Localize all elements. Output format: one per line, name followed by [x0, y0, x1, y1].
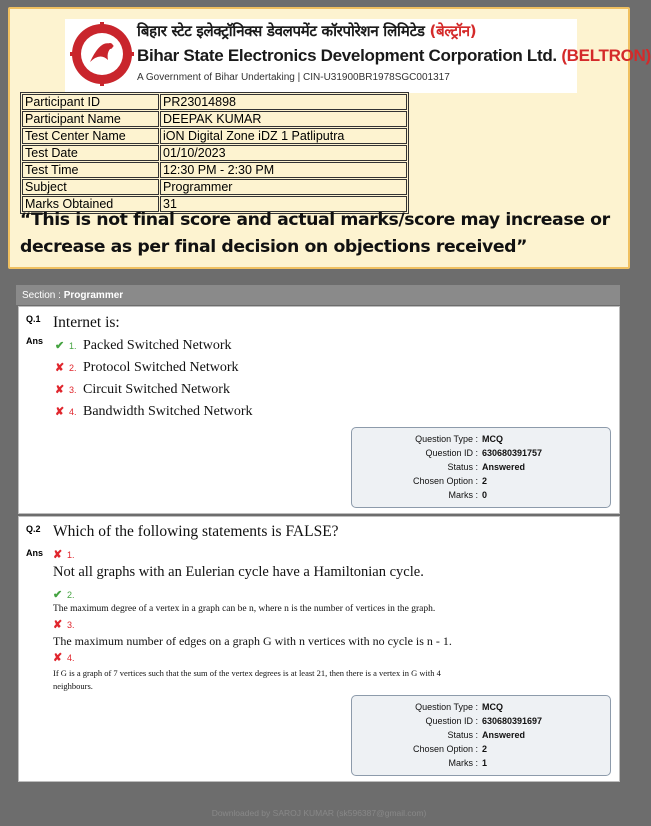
cross-icon: ✘: [53, 652, 63, 664]
company-subtitle: A Government of Bihar Undertaking | CIN-U31900BR1978SGC001317: [137, 72, 450, 83]
cross-icon: ✘: [53, 619, 63, 631]
option-3: ✘ 3. The maximum number of edges on a graph G with n vertices with no cycle is n - 1.: [53, 619, 452, 648]
check-icon: ✔: [53, 589, 63, 601]
info-value: PR23014898: [160, 94, 407, 110]
info-row: [22, 145, 407, 161]
score-disclaimer: “This is not final score and actual marks/score may increase or decrease as per final decision on objections received”: [20, 210, 610, 257]
info-row: [22, 128, 407, 144]
participant-info-table: [20, 92, 409, 214]
question-number: Q.2: [26, 524, 41, 534]
beltron-logo: [70, 22, 134, 86]
result-header-card: [8, 7, 651, 269]
cross-icon: ✘: [55, 362, 65, 374]
beltron-banner: [65, 19, 651, 93]
info-value: 31: [160, 196, 407, 212]
download-footer: Downloaded by SAROJ KUMAR (sk596387@gmail.com): [211, 808, 427, 818]
cross-icon: ✘: [55, 406, 65, 418]
info-row: [22, 94, 407, 110]
answer-label: Ans: [26, 336, 44, 346]
question-meta-box: Question Type : MCQ Question ID : 630680391697 Status : Answered Chosen Option : 2 Marks : 1: [351, 695, 611, 776]
option-4: ✘ 4. If G is a graph of 7 vertices such that the sum of the vertex degrees is at least 21, then there is a vertex in G with 4 neighbours.: [53, 652, 441, 691]
info-label: Test Center Name: [22, 128, 159, 144]
question-panel-2: [18, 516, 620, 782]
section-header: Section : Programmer: [16, 285, 620, 305]
question-text: Which of the following statements is FALSE?: [53, 523, 339, 540]
question-text: Internet is:: [53, 314, 120, 331]
info-label: Subject: [22, 179, 159, 195]
option-4: ✘ 4. Bandwidth Switched Network: [55, 404, 253, 419]
info-value: 01/10/2023: [160, 145, 407, 161]
cross-icon: ✘: [53, 549, 63, 561]
info-value: iON Digital Zone iDZ 1 Patliputra: [160, 128, 407, 144]
answer-label: Ans: [26, 548, 44, 558]
option-2: ✔ 2. The maximum degree of a vertex in a graph can be n, where n is the number of vertices in the graph.: [53, 589, 436, 614]
info-label: Test Time: [22, 162, 159, 178]
question-panel-1: [18, 306, 620, 514]
info-label: Participant Name: [22, 111, 159, 127]
hindi-company-name: बिहार स्टेट इलेक्ट्रॉनिक्स डेवलपमेंट कॉरपोरेशन लिमिटेड (बेल्ट्रॉन): [137, 22, 477, 40]
option-1: ✘ 1. Not all graphs with an Eulerian cycle have a Hamiltonian cycle.: [53, 549, 424, 580]
check-icon: ✔: [55, 340, 65, 352]
info-label: Test Date: [22, 145, 159, 161]
info-label: Marks Obtained: [22, 196, 159, 212]
question-number: Q.1: [26, 314, 41, 324]
cross-icon: ✘: [55, 384, 65, 396]
info-value: DEEPAK KUMAR: [160, 111, 407, 127]
english-company-name: Bihar State Electronics Development Corporation Ltd. (BELTRON): [137, 46, 651, 65]
info-row: [22, 162, 407, 178]
info-row: [22, 111, 407, 127]
info-value: 12:30 PM - 2:30 PM: [160, 162, 407, 178]
option-1: ✔ 1. Packed Switched Network: [55, 338, 232, 353]
question-meta-box: Question Type : MCQ Question ID : 630680391757 Status : Answered Chosen Option : 2 Marks : 0: [351, 427, 611, 508]
option-3: ✘ 3. Circuit Switched Network: [55, 382, 230, 397]
info-value: Programmer: [160, 179, 407, 195]
info-label: Participant ID: [22, 94, 159, 110]
option-2: ✘ 2. Protocol Switched Network: [55, 360, 239, 375]
info-row: [22, 179, 407, 195]
